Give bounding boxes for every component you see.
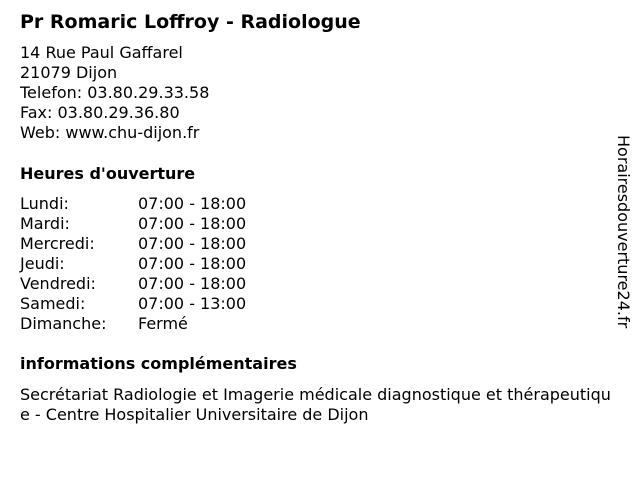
time-value: Fermé <box>138 314 188 333</box>
time-value: 07:00 - 18:00 <box>138 234 247 253</box>
hours-row-saturday <box>20 294 246 314</box>
day-label: Vendredi: <box>20 274 96 293</box>
day-label: Lundi: <box>20 194 69 213</box>
hours-row-tuesday <box>20 214 246 234</box>
hours-row-thursday <box>20 254 246 274</box>
day-label: Jeudi: <box>20 254 65 273</box>
hours-row-friday <box>20 274 246 294</box>
day-label: Mercredi: <box>20 234 95 253</box>
address-block <box>20 43 209 143</box>
time-value: 07:00 - 18:00 <box>138 254 247 273</box>
hours-row-monday <box>20 194 246 214</box>
time-value: 07:00 - 13:00 <box>138 294 247 313</box>
site-watermark: Horairesdouverture24.fr <box>614 135 633 329</box>
page-title: Pr Romaric Loffroy - Radiologue <box>20 11 361 33</box>
day-label: Mardi: <box>20 214 70 233</box>
hours-row-sunday <box>20 314 246 334</box>
street-address: 14 Rue Paul Gaffarel <box>20 43 183 62</box>
phone-number: Telefon: 03.80.29.33.58 <box>20 83 210 102</box>
time-value: 07:00 - 18:00 <box>138 194 247 213</box>
fax-number: Fax: 03.80.29.36.80 <box>20 103 180 122</box>
additional-info-text: Secrétariat Radiologie et Imagerie médicale diagnostique et thérapeutique - Centre Hospitalier Universitaire de Dijon <box>20 385 611 424</box>
opening-hours-heading: Heures d'ouverture <box>20 164 196 183</box>
time-value: 07:00 - 18:00 <box>138 214 247 233</box>
day-label: Dimanche: <box>20 314 107 333</box>
website: Web: www.chu-dijon.fr <box>20 123 200 142</box>
opening-hours-list <box>20 194 246 334</box>
time-value: 07:00 - 18:00 <box>138 274 247 293</box>
hours-row-wednesday <box>20 234 246 254</box>
additional-info-heading: informations complémentaires <box>20 354 297 373</box>
day-label: Samedi: <box>20 294 86 313</box>
city: 21079 Dijon <box>20 63 118 82</box>
